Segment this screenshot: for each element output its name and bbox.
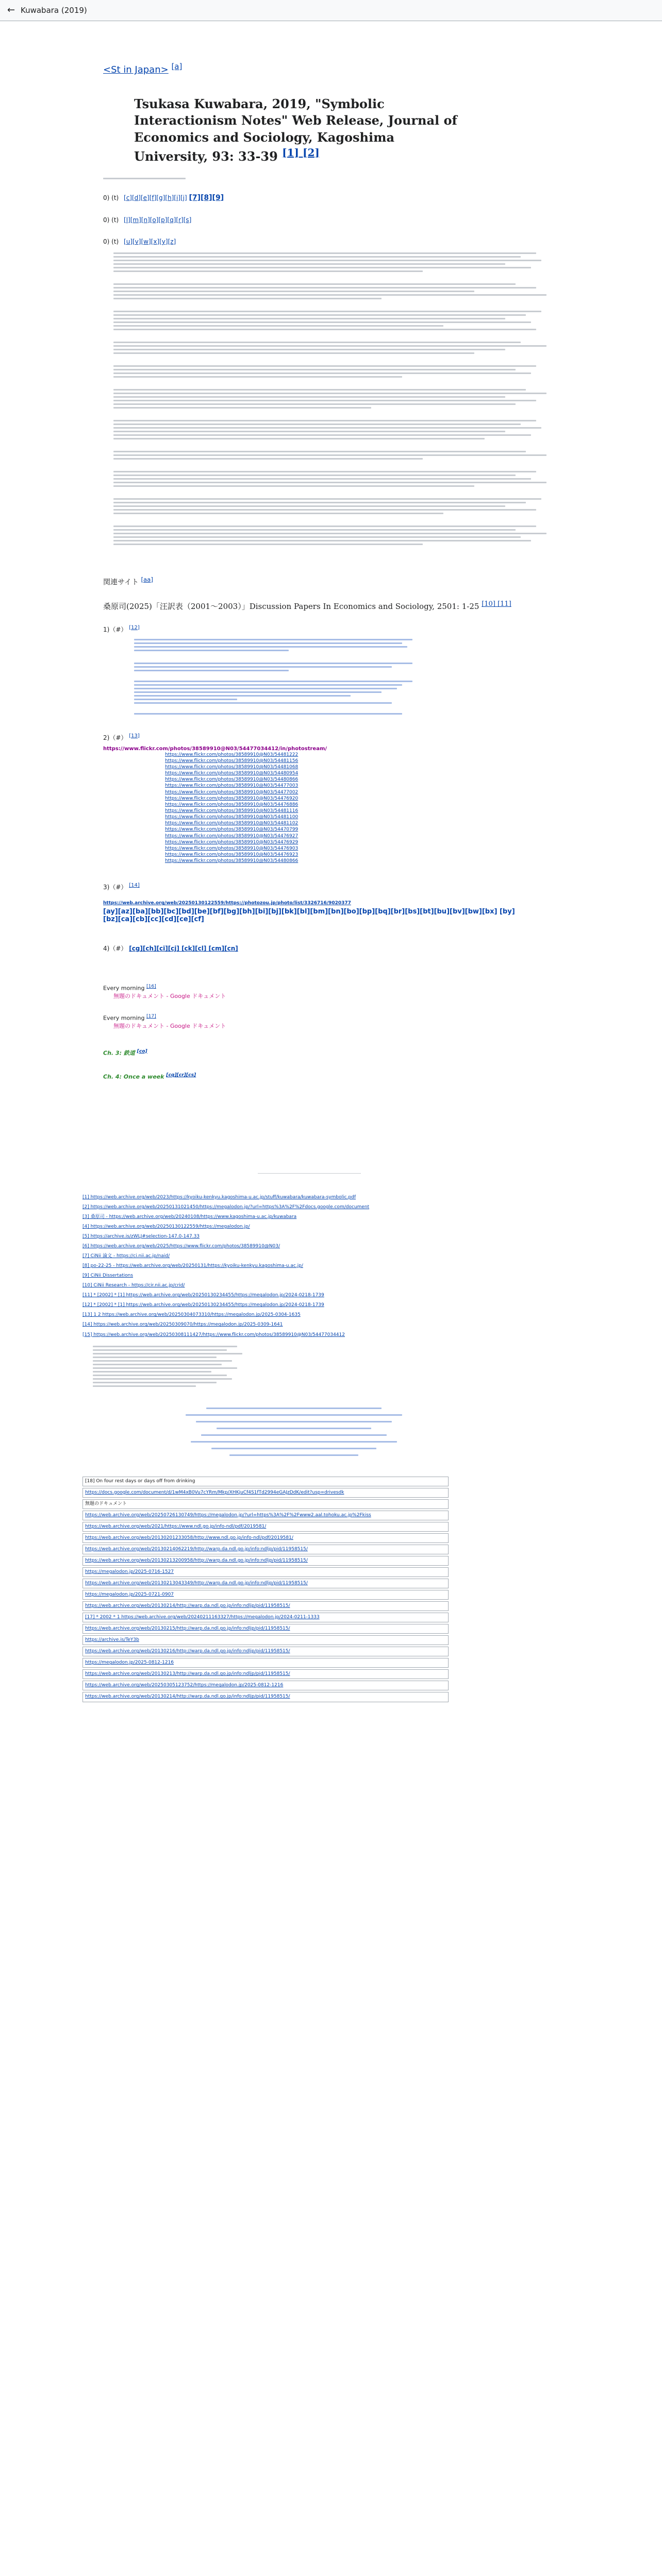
reference-item[interactable]: [6] https://web.archive.org/web/2025/https://www.flickr.com/photos/38589910@N03/ bbox=[82, 1244, 280, 1249]
window-title: Kuwabara (2019) bbox=[21, 6, 87, 15]
ref-box-link[interactable]: https://megalodon.jp/2025-0716-1527 bbox=[85, 1569, 174, 1574]
flickr-link[interactable]: https://www.flickr.com/photos/38589910@N03/54481102 bbox=[165, 821, 299, 826]
ref-box-text: [18] On four rest days or days off from drinking bbox=[85, 1478, 195, 1484]
paper-citation bbox=[103, 599, 526, 613]
archive-link[interactable]: https://web.archive.org/web/20250130122559/https://photozou.jp/photo/list/3326716/9020377 bbox=[103, 901, 351, 906]
ch3-text: Ch. 3: 鉄道 bbox=[103, 1049, 135, 1057]
ref-box-text: 無題のドキュメント bbox=[85, 1501, 127, 1506]
section-label: 3)（#） bbox=[103, 884, 127, 891]
ch4-text: Ch. 4: Once a week bbox=[103, 1073, 164, 1080]
arrow-left-icon[interactable]: ← bbox=[7, 5, 15, 15]
flickr-link[interactable]: https://www.flickr.com/photos/38589910@N03/54481100 bbox=[165, 815, 299, 820]
every-morning-label: Every morning bbox=[103, 1014, 145, 1022]
flickr-link[interactable]: https://www.flickr.com/photos/38589910@N03/54481222 bbox=[165, 752, 299, 757]
ref-box-link[interactable]: https://web.archive.org/web/20130213043349/http://warp.da.ndl.go.jp/info:ndljp/pid/11958515/ bbox=[85, 1581, 308, 1586]
ref-link[interactable]: [aa] bbox=[141, 575, 153, 583]
section-label: 0) (t) bbox=[103, 194, 119, 201]
flickr-link[interactable]: https://www.flickr.com/photos/38589910@N03/54480866 bbox=[165, 777, 299, 783]
reference-item[interactable]: [9] CiNii Dissertations bbox=[82, 1273, 134, 1279]
ref-box-link[interactable]: https://web.archive.org/web/20130213/http://warp.da.ndl.go.jp/info:ndljp/pid/11958515/ bbox=[85, 1671, 290, 1677]
section-links[interactable]: [c][d][e][f][g][h][i][j] bbox=[124, 194, 187, 201]
citation-text: Tsukasa Kuwabara, 2019, "Symbolic Interactionism Notes" Web Release, Journal of Economics and Sociology, Kagoshima University, 93: 33-39 bbox=[134, 96, 457, 164]
section-label: 2)（#） bbox=[103, 734, 127, 741]
centered-links bbox=[82, 1408, 505, 1456]
flickr-link[interactable]: https://www.flickr.com/photos/38589910@N03/54476923 bbox=[165, 852, 299, 857]
section-links[interactable]: [u][v][w][x][y][z] bbox=[124, 238, 176, 245]
section-4 bbox=[103, 944, 557, 953]
citation-title bbox=[134, 96, 464, 165]
flickr-link[interactable]: https://www.flickr.com/photos/38589910@N03/54476920 bbox=[165, 795, 299, 801]
breadcrumb-link[interactable]: <St in Japan> bbox=[103, 64, 169, 75]
section-label: 1)（#） bbox=[103, 625, 127, 633]
related-sites-heading bbox=[103, 576, 557, 587]
ref-box-link[interactable]: https://docs.google.com/document/d/1wM4xB0Vu7cYRm/Mkp/XHKjuCf4S1fTd2994eGAJzDdK/edit?usp=drivesdk bbox=[85, 1489, 344, 1495]
reference-item[interactable]: [7] CiNii 論文 - https://ci.nii.ac.jp/naid/ bbox=[82, 1253, 170, 1259]
ref-link[interactable]: [17] bbox=[146, 1013, 156, 1019]
reference-item[interactable]: [11] * [2002] * [1] https://web.archive.org/web/20250130234455/https://megalodon.jp/2024-0218-1739 bbox=[82, 1293, 324, 1298]
flickr-link-list bbox=[165, 752, 557, 865]
ref-box-link[interactable]: https://web.archive.org/web/20250305123752/https://megalodon.jp/2025-0812-1216 bbox=[85, 1683, 284, 1688]
ref-link[interactable]: [16] bbox=[146, 984, 156, 990]
reference-item[interactable]: [5] https://archive.is/zWLJ#selection-147.0-147.33 bbox=[82, 1234, 200, 1240]
section-label: 0) (t) bbox=[103, 238, 119, 245]
section-links[interactable]: [l][m][n][o][p][q][r][s] bbox=[124, 216, 192, 224]
ref-box-link[interactable]: https://web.archive.org/web/20130201233058/http://www.ndl.go.jp/info-ndl/pdf/2019581/ bbox=[85, 1535, 293, 1540]
section-0b bbox=[103, 216, 557, 224]
ref-link[interactable]: [13] bbox=[129, 733, 140, 739]
reference-item[interactable]: [14] https://web.archive.org/web/20250309070/https://megalodon.jp/2025-0309-1641 bbox=[82, 1322, 283, 1328]
flickr-link[interactable]: https://www.flickr.com/photos/38589910@N03/54481068 bbox=[165, 765, 299, 770]
ref-box-link[interactable]: https://megalodon.jp/2025-0721-0907 bbox=[85, 1592, 174, 1598]
flickr-link[interactable]: https://www.flickr.com/photos/38589910@N03/54480866 bbox=[165, 858, 299, 864]
ch4-heading bbox=[103, 1072, 557, 1080]
flickr-photostream-link[interactable]: https://www.flickr.com/photos/38589910@N03/54477034412/in/photostream/ bbox=[103, 745, 327, 752]
ref-box-link[interactable]: https://web.archive.org/web/20130214/http://warp.da.ndl.go.jp/info:ndljp/pid/11958515/ bbox=[85, 1694, 290, 1700]
section-0a bbox=[103, 194, 557, 202]
every-morning-label: Every morning bbox=[103, 985, 145, 992]
reference-item[interactable]: [12] * [2002] * [1] https://web.archive.org/web/20250130234455/https://megalodon.jp/2024-0218-1739 bbox=[82, 1302, 324, 1308]
photo-refs[interactable]: [ay][az][ba][bb][bc][bd][be][bf][bg][bh][bi][bj][bk][bl][bm][bn][bo][bp][bq][br][bs][bt][bu][bv][bw][bx] [by][bz][ca][cb][cc][cd][ce][cf] bbox=[103, 908, 515, 924]
flickr-link[interactable]: https://www.flickr.com/photos/38589910@N03/54476886 bbox=[165, 802, 299, 807]
section-links[interactable]: [cg][ch][ci][cj] [ck][cl] [cm][cn] bbox=[129, 945, 238, 953]
reference-item[interactable]: [3] 桑原司 - https://web.archive.org/web/20240108/https://www.kagoshima-u.ac.jp/kuwabara bbox=[82, 1214, 297, 1219]
section-0c bbox=[103, 238, 557, 245]
window-titlebar bbox=[0, 0, 662, 21]
reference-item[interactable]: [8] po-22-25 - https://web.archive.org/web/20250131/https://kyoiku-kenkyu.kagoshima-u.ac.jp/ bbox=[82, 1263, 303, 1269]
ref-link[interactable]: [12] bbox=[129, 624, 140, 631]
section-label: 0) (t) bbox=[103, 216, 119, 224]
section-refs[interactable]: [7][8][9] bbox=[189, 193, 224, 202]
ref-box-link[interactable]: https://archive.is/TeY3b bbox=[85, 1637, 139, 1643]
ref-placeholder-block bbox=[93, 1346, 247, 1387]
flickr-link[interactable]: https://www.flickr.com/photos/38589910@N03/54477002 bbox=[165, 789, 299, 795]
every-morning-2 bbox=[103, 1013, 557, 1022]
section-1-links bbox=[134, 639, 423, 715]
article-body bbox=[82, 41, 557, 1704]
related-label: 関連サイト bbox=[103, 578, 139, 587]
ref-link[interactable]: [a] bbox=[171, 62, 183, 71]
ref-box-link[interactable]: https://megalodon.jp/2025-0812-1216 bbox=[85, 1660, 174, 1666]
ref-box-link[interactable]: https://web.archive.org/web/2021/https://www.ndl.go.jp/info-ndl/pdf/2019581/ bbox=[85, 1523, 267, 1529]
reference-item[interactable]: [1] https://web.archive.org/web/2023/https://kyoiku-kenkyu.kagoshima-u.ac.jp/stuff/kuwabara/kuwabara-symbolic.pdf bbox=[82, 1194, 356, 1200]
ref-box-link[interactable]: https://web.archive.org/web/20130213200958/http://warp.da.ndl.go.jp/info:ndljp/pid/11958515/ bbox=[85, 1557, 308, 1563]
section-divider bbox=[258, 1173, 361, 1174]
paper-text: 桑原司(2025)「汪訳表（2001〜2003）」Discussion Papers In Economics and Sociology, 2501: 1-25 bbox=[103, 602, 479, 612]
section-label: 4)（#） bbox=[103, 945, 127, 953]
ref-box-link[interactable]: [17] * 2002 * 1 https://web.archive.org/web/20240211163327/https://megalodon.jp/2024-0211-1333 bbox=[85, 1615, 320, 1620]
flickr-link[interactable]: https://www.flickr.com/photos/38589910@N03/54481156 bbox=[165, 758, 299, 764]
ref-box-link[interactable]: https://web.archive.org/web/20130214062219/http://warp.da.ndl.go.jp/info:ndljp/pid/11958515/ bbox=[85, 1546, 308, 1552]
flickr-link[interactable]: https://www.flickr.com/photos/38589910@N03/54476903 bbox=[165, 845, 299, 851]
references-list bbox=[82, 1194, 557, 1702]
ref-link[interactable]: [co] bbox=[137, 1048, 147, 1054]
ref-box-link[interactable]: https://web.archive.org/web/20130216/http://warp.da.ndl.go.jp/info:ndljp/pid/11958515/ bbox=[85, 1649, 290, 1654]
ref-box-link[interactable]: https://web.archive.org/web/20130215/http://warp.da.ndl.go.jp/info:ndljp/pid/11958515/ bbox=[85, 1626, 290, 1632]
reference-item[interactable]: [15] https://web.archive.org/web/20250308111427/https://www.flickr.com/photos/38589910@N03/54477034412 bbox=[82, 1332, 345, 1337]
google-doc-link[interactable]: 無題のドキュメント - Google ドキュメント bbox=[113, 992, 226, 999]
reference-boxes bbox=[82, 1477, 557, 1702]
flickr-link[interactable]: https://www.flickr.com/photos/38589910@N03/54476929 bbox=[165, 839, 299, 845]
breadcrumb bbox=[103, 62, 557, 75]
section-1 bbox=[103, 625, 557, 634]
paper-refs[interactable]: [10] [11] bbox=[482, 600, 511, 608]
reference-item[interactable]: [10] CiNii Research - https://cir.nii.ac.jp/crid/ bbox=[82, 1283, 185, 1289]
section-3 bbox=[103, 883, 557, 891]
citation-refs[interactable]: [1] [2] bbox=[282, 146, 320, 159]
ref-box-link[interactable]: https://web.archive.org/web/20250726130749/https://megalodon.jp/?url=https%3A%2F%2Fwww2.aal.tohoku.ac.jp%2Fkiss bbox=[85, 1512, 371, 1518]
reference-item[interactable]: [13] 1 2 https://web.archive.org/web/20250304073310/https://megalodon.jp/2025-0304-1635 bbox=[82, 1312, 301, 1318]
ch3-heading bbox=[103, 1048, 557, 1057]
ref-box-link[interactable]: https://web.archive.org/web/20130214/http://warp.da.ndl.go.jp/info:ndljp/pid/11958515/ bbox=[85, 1603, 290, 1609]
section-2 bbox=[103, 733, 557, 742]
ref-link[interactable]: [14] bbox=[129, 883, 140, 889]
flickr-link[interactable]: https://www.flickr.com/photos/38589910@N03/54470799 bbox=[165, 827, 299, 833]
flickr-link[interactable]: https://www.flickr.com/photos/38589910@N03/54480954 bbox=[165, 771, 299, 776]
dense-text-block bbox=[113, 252, 547, 545]
flickr-link[interactable]: https://www.flickr.com/photos/38589910@N03/54477003 bbox=[165, 783, 299, 789]
every-morning-1 bbox=[103, 984, 557, 992]
citation-subnotes bbox=[103, 178, 557, 179]
reference-item[interactable]: [4] https://web.archive.org/web/20250130122559/https://megalodon.jp/ bbox=[82, 1224, 250, 1230]
google-doc-link[interactable]: 無題のドキュメント - Google ドキュメント bbox=[113, 1022, 226, 1029]
flickr-link[interactable]: https://www.flickr.com/photos/38589910@N03/54481116 bbox=[165, 808, 299, 814]
flickr-link[interactable]: https://www.flickr.com/photos/38589910@N03/54476927 bbox=[165, 833, 299, 839]
ref-link[interactable]: [cq][cr][cs] bbox=[166, 1072, 196, 1078]
reference-item[interactable]: [2] https://web.archive.org/web/20250131021450/https://megalodon.jp/?url=https%3A%2F%2Fdocs.google.com/document bbox=[82, 1204, 370, 1210]
